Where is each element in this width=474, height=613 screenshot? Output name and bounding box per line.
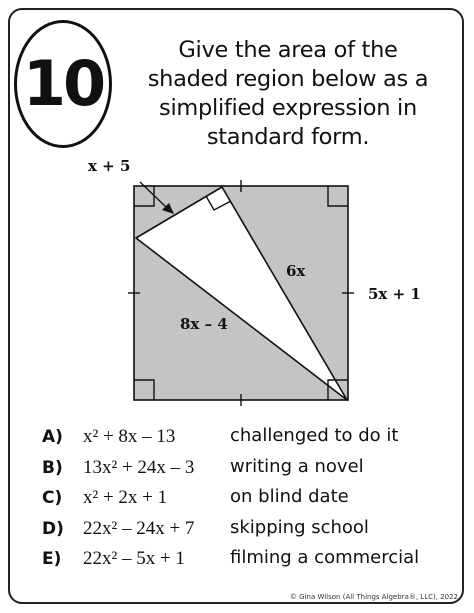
choice-d[interactable] <box>42 516 462 547</box>
choice-letter: B) <box>42 457 63 478</box>
choice-phrase: challenged to do it <box>230 425 399 446</box>
choice-expression: 22x² – 24x + 7 <box>83 517 195 539</box>
label-hypotenuse-small: x + 5 <box>88 157 131 175</box>
choice-phrase: on blind date <box>230 486 349 507</box>
choice-e[interactable] <box>42 546 462 577</box>
answer-choices <box>42 424 462 577</box>
choice-phrase: skipping school <box>230 516 369 538</box>
problem-number: 10 <box>22 47 104 120</box>
choice-b[interactable] <box>42 455 462 486</box>
choice-expression: 13x² + 24x – 3 <box>83 456 195 478</box>
label-square-side: 5x + 1 <box>368 285 421 303</box>
prompt-line: shaded region below as a <box>147 66 429 92</box>
choice-letter: A) <box>42 427 63 447</box>
choice-letter: D) <box>42 518 64 539</box>
choice-letter: C) <box>42 488 63 508</box>
label-hypotenuse-large: 8x – 4 <box>180 315 228 333</box>
prompt-line: Give the area of the <box>178 37 398 63</box>
copyright-notice: © Gina Wilson (All Things Algebra®, LLC), 2022 <box>289 593 458 601</box>
choice-expression: x² + 2x + 1 <box>83 487 168 508</box>
choice-expression: x² + 8x – 13 <box>83 426 176 447</box>
label-leg-long: 6x <box>286 262 306 280</box>
choice-expression: 22x² – 5x + 1 <box>83 548 185 569</box>
choice-letter: E) <box>42 549 62 569</box>
choice-c[interactable] <box>42 485 462 516</box>
choice-phrase: filming a commercial <box>230 547 420 568</box>
choice-phrase: writing a novel <box>230 455 364 477</box>
prompt-line: standard form. <box>206 124 370 150</box>
choice-a[interactable] <box>42 424 462 455</box>
prompt-line: simplified expression in <box>159 95 417 121</box>
